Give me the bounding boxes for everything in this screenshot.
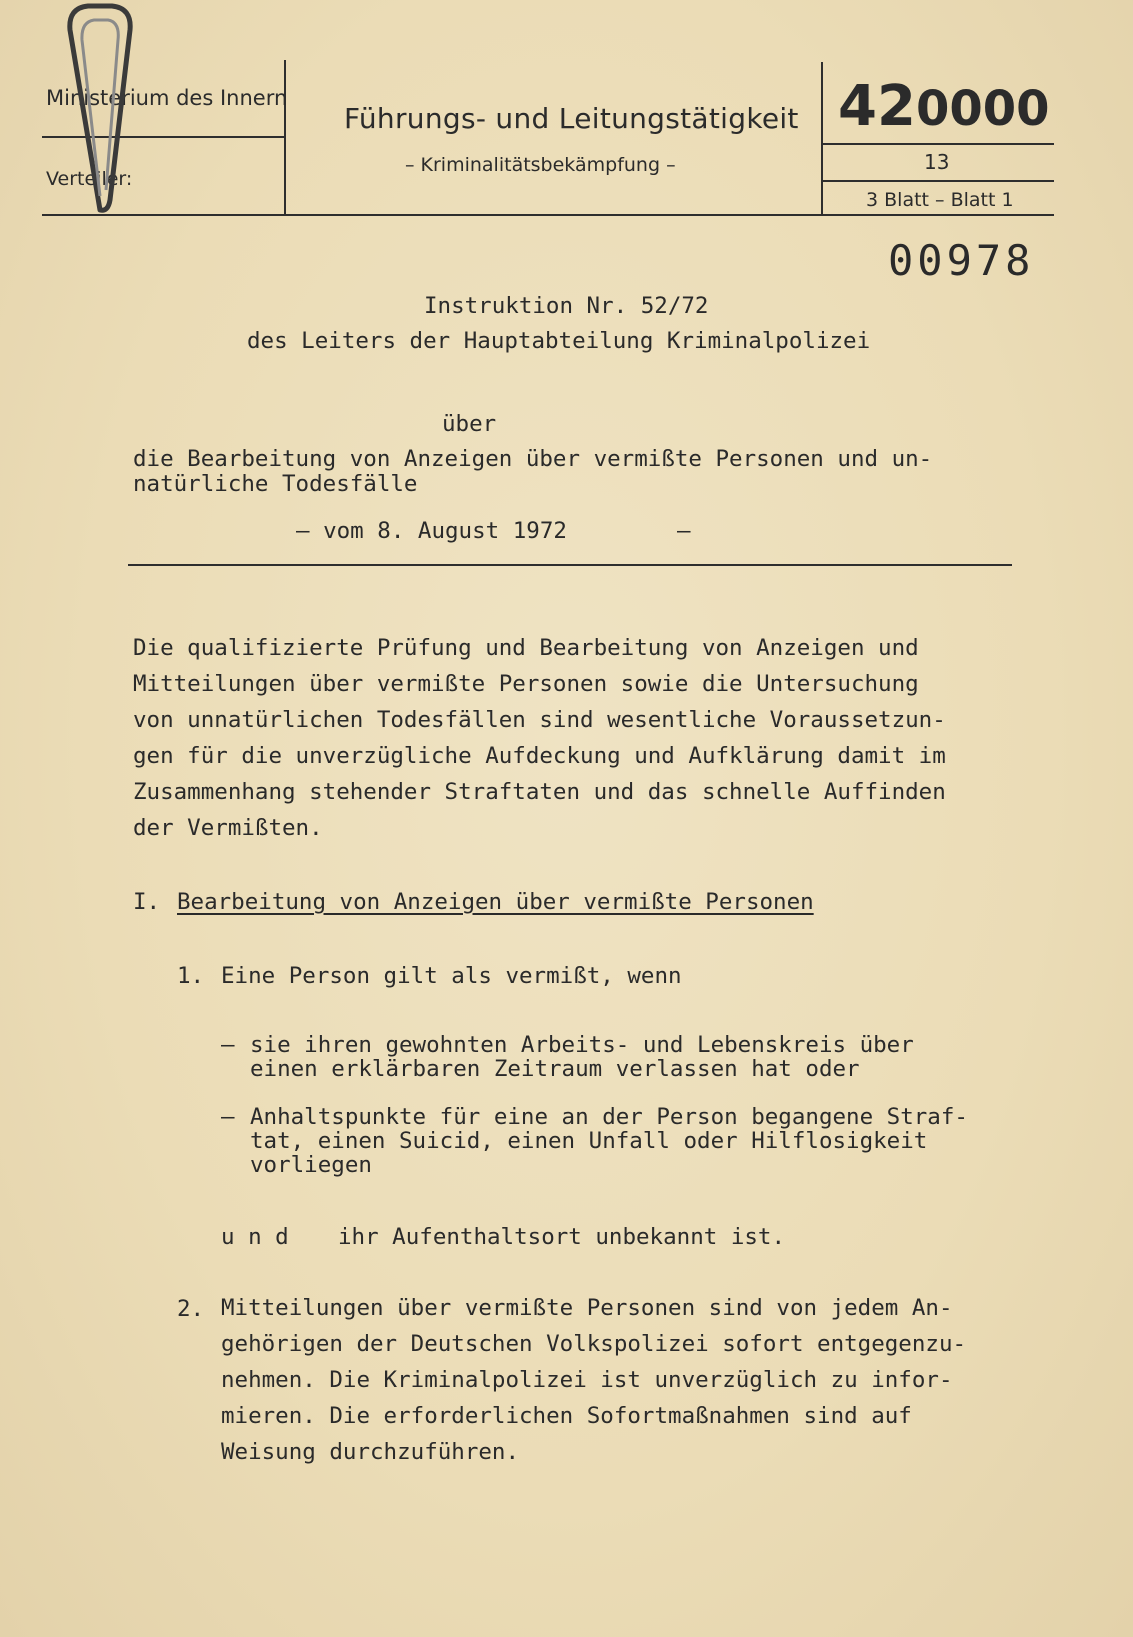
intro-line: von unnatürlichen Todesfällen sind wesentliche Voraussetzun-: [133, 707, 946, 733]
item-1-text: Eine Person gilt als vermißt, wenn: [221, 963, 682, 989]
header-left-vertical: [284, 60, 286, 215]
header-title: Führungs- und Leitungstätigkeit: [344, 102, 799, 135]
instruction-date: – vom 8. August 1972: [296, 518, 567, 544]
instruction-date-dash: –: [677, 518, 691, 544]
section-number: I.: [133, 889, 161, 915]
instruction-issuer: des Leiters der Hauptabteilung Kriminalpolizei: [247, 328, 871, 354]
header-bottom-rule: [42, 214, 1054, 216]
item-2-number: 2.: [177, 1296, 205, 1322]
bullet-1-line-1: sie ihren gewohnten Arbeits- und Lebenskreis über: [250, 1032, 914, 1058]
intro-paragraph: [133, 630, 946, 846]
und-rest: ihr Aufenthaltsort unbekannt ist.: [338, 1224, 786, 1250]
intro-line: gen für die unverzügliche Aufdeckung und Aufklärung damit im: [133, 743, 946, 769]
intro-line: der Vermißten.: [133, 815, 323, 841]
item-2-line: gehörigen der Deutschen Volkspolizei sofort entgegenzu-: [221, 1331, 967, 1357]
distributor-label: Verteiler:: [46, 168, 133, 190]
header-right-divider-1: [822, 143, 1054, 145]
section-title: Bearbeitung von Anzeigen über vermißte Personen: [177, 889, 814, 915]
title-rule: [128, 564, 1012, 566]
item-2-line: Weisung durchzuführen.: [221, 1439, 520, 1465]
bullet-2-dash: –: [221, 1104, 235, 1130]
instruction-about: über: [442, 411, 497, 437]
item-1-number: 1.: [177, 963, 205, 989]
header-right-divider-2: [822, 180, 1054, 182]
paper-clip-icon: [60, 0, 140, 220]
sheet-info: 3 Blatt – Blatt 1: [866, 189, 1014, 211]
bullet-1-line-2: einen erklärbaren Zeitraum verlassen hat oder: [250, 1056, 860, 1082]
document-number: 00978: [888, 236, 1035, 285]
header-subtitle: – Kriminalitätsbekämpfung –: [405, 154, 676, 176]
register-code-prefix: 42: [838, 74, 916, 139]
sub-number: 13: [924, 150, 950, 174]
instruction-title: Instruktion Nr. 52/72: [424, 293, 709, 319]
item-2-paragraph: [221, 1290, 966, 1470]
register-code: [838, 74, 1050, 139]
bullet-2-line-3: vorliegen: [250, 1152, 372, 1178]
header-right-vertical: [821, 62, 823, 215]
instruction-subject-line-2: natürliche Todesfälle: [133, 471, 418, 497]
intro-line: Die qualifizierte Prüfung und Bearbeitung von Anzeigen und: [133, 635, 919, 661]
intro-line: Zusammenhang stehender Straftaten und das schnelle Auffinden: [133, 779, 946, 805]
ministry-label: Ministerium des Innern: [46, 86, 288, 110]
register-code-suffix: 0000: [915, 81, 1050, 137]
item-2-line: mieren. Die erforderlichen Sofortmaßnahmen sind auf: [221, 1403, 912, 1429]
item-2-line: nehmen. Die Kriminalpolizei ist unverzüglich zu infor-: [221, 1367, 953, 1393]
bullet-2-line-1: Anhaltspunkte für eine an der Person begangene Straf-: [250, 1104, 968, 1130]
intro-line: Mitteilungen über vermißte Personen sowie die Untersuchung: [133, 671, 919, 697]
bullet-1-dash: –: [221, 1032, 235, 1058]
und-spaced: u n d: [221, 1224, 289, 1250]
item-2-line: Mitteilungen über vermißte Personen sind von jedem An-: [221, 1295, 953, 1321]
bullet-2-line-2: tat, einen Suicid, einen Unfall oder Hilflosigkeit: [250, 1128, 928, 1154]
instruction-subject-line-1: die Bearbeitung von Anzeigen über vermißte Personen und un-: [133, 446, 933, 472]
